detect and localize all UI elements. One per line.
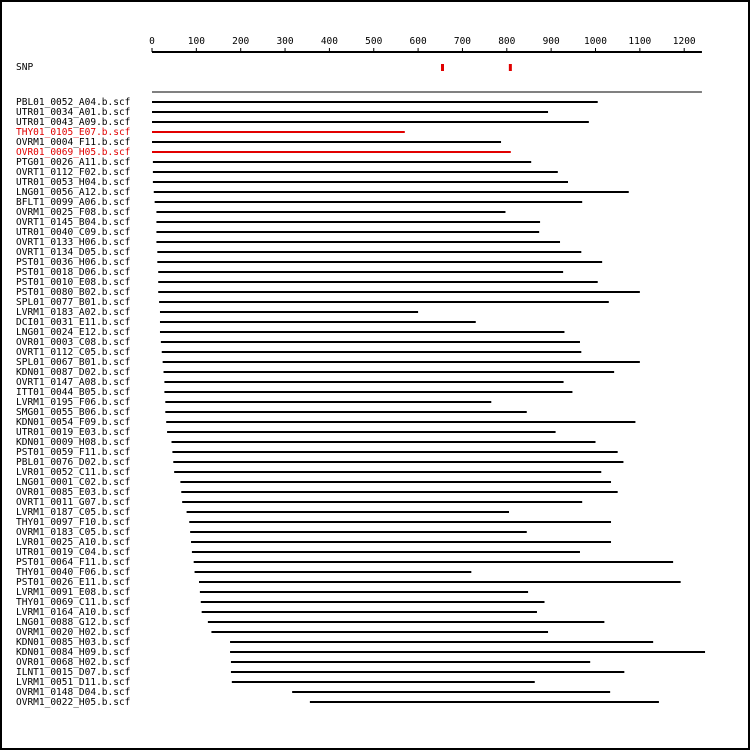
- read-name: THY01_0105_E07.b.scf: [16, 127, 131, 138]
- read-name: PST01_0036_H06.b.scf: [16, 257, 131, 268]
- snp-track: [16, 62, 512, 73]
- read-name: LVRM1_0164_A10.b.scf: [16, 607, 131, 618]
- read-name: LVRM1_0187_C05.b.scf: [16, 507, 131, 518]
- read-name: OVRT1_0147_A08.b.scf: [16, 377, 131, 388]
- read-name: LVRM1_0183_A02.b.scf: [16, 307, 131, 318]
- read-name: PST01_0059_F11.b.scf: [16, 447, 131, 458]
- read-name: LNG01_0001_C02.b.scf: [16, 477, 131, 488]
- read-name: KDN01_0087_D02.b.scf: [16, 367, 131, 378]
- reads-list: [16, 97, 705, 708]
- axis-tick-label: 300: [276, 36, 294, 47]
- read-name: PTG01_0026_A11.b.scf: [16, 157, 131, 168]
- read-name: OVRM1_0020_H02.b.scf: [16, 627, 131, 638]
- read-name: KDN01_0085_H03.b.scf: [16, 637, 131, 648]
- read-name: OVRM1_0148_D04.b.scf: [16, 687, 131, 698]
- axis-tick-label: 1000: [584, 36, 607, 47]
- axis-tick-label: 800: [498, 36, 516, 47]
- read-name: KDN01_0084_H09.b.scf: [16, 647, 131, 658]
- read-name: BFLT1_0099_A06.b.scf: [16, 197, 131, 208]
- axis-tick-label: 1200: [672, 36, 696, 47]
- read-name: OVR01_0085_E03.b.scf: [16, 487, 131, 498]
- snp-marker: [441, 64, 444, 71]
- read-name: OVRT1_0112_F02.b.scf: [16, 167, 131, 178]
- read-name: OVR01_0069_H05.b.scf: [16, 147, 131, 158]
- read-name: PBL01_0076_D02.b.scf: [16, 457, 131, 468]
- read-name: ILNT1_0015_D07.b.scf: [16, 667, 131, 678]
- read-name: PST01_0010_E08.b.scf: [16, 277, 131, 288]
- axis-tick-label: 700: [453, 36, 472, 47]
- read-name: ITT01_0044_B05.b.scf: [16, 387, 131, 398]
- read-name: OVRM1_0022_H05.b.scf: [16, 697, 131, 708]
- read-name: OVRT1_0112_C05.b.scf: [16, 347, 131, 358]
- read-name: THY01_0069_C11.b.scf: [16, 597, 131, 608]
- read-name: LVRM1_0091_E08.b.scf: [16, 587, 131, 598]
- axis-tick-label: 600: [409, 36, 427, 47]
- read-name: PST01_0064_F11.b.scf: [16, 557, 131, 568]
- read-name: SMG01_0055_B06.b.scf: [16, 407, 131, 418]
- read-name: THY01_0097_F10.b.scf: [16, 517, 131, 528]
- read-name: OVRT1_0145_B04.b.scf: [16, 217, 131, 228]
- read-name: PST01_0018_D06.b.scf: [16, 267, 131, 278]
- read-name: SPL01_0067_B01.b.scf: [16, 357, 131, 368]
- read-name: UTR01_0043_A09.b.scf: [16, 117, 131, 128]
- read-row: [16, 697, 659, 708]
- read-name: OVRT1_0011_G07.b.scf: [16, 497, 131, 508]
- read-name: OVRM1_0004_F11.b.scf: [16, 137, 131, 148]
- read-name: OVR01_0003_C08.b.scf: [16, 337, 131, 348]
- snp-label: SNP: [16, 62, 34, 73]
- axis-tick-label: 500: [365, 36, 383, 47]
- read-name: UTR01_0019_C04.b.scf: [16, 547, 131, 558]
- axis-tick-label: 900: [542, 36, 560, 47]
- read-name: PST01_0080_B02.b.scf: [16, 287, 131, 298]
- read-name: OVRT1_0134_D05.b.scf: [16, 247, 131, 258]
- read-name: OVRT1_0133_H06.b.scf: [16, 237, 131, 248]
- snp-marker: [509, 64, 512, 71]
- read-name: OVRM1_0183_C05.b.scf: [16, 527, 131, 538]
- read-name: LNG01_0056_A12.b.scf: [16, 187, 131, 198]
- axis-tick-label: 200: [232, 36, 250, 47]
- read-name: SPL01_0077_B01.b.scf: [16, 297, 131, 308]
- read-name: UTR01_0034_A01.b.scf: [16, 107, 131, 118]
- read-name: LNG01_0024_E12.b.scf: [16, 327, 131, 338]
- read-name: KDN01_0009_H08.b.scf: [16, 437, 131, 448]
- read-name: LVR01_0025_A10.b.scf: [16, 537, 131, 548]
- read-name: LVR01_0052_C11.b.scf: [16, 467, 131, 478]
- read-name: THY01_0040_F06.b.scf: [16, 567, 131, 578]
- read-name: PST01_0026_E11.b.scf: [16, 577, 131, 588]
- axis-tick-label: 400: [320, 36, 338, 47]
- axis-tick-label: 0: [149, 36, 155, 47]
- read-name: PBL01_0052_A04.b.scf: [16, 97, 131, 108]
- read-name: UTR01_0019_E03.b.scf: [16, 427, 131, 438]
- read-name: DCI01_0031_E11.b.scf: [16, 317, 131, 328]
- read-name: KDN01_0054_F09.b.scf: [16, 417, 131, 428]
- axis-tick-label: 1100: [628, 36, 652, 47]
- read-name: LVRM1_0051_D11.b.scf: [16, 677, 131, 688]
- read-name: OVR01_0068_H02.b.scf: [16, 657, 131, 668]
- read-name: UTR01_0053_H04.b.scf: [16, 177, 131, 188]
- position-axis: [149, 36, 702, 52]
- read-alignment-diagram: [2, 2, 750, 752]
- read-name: UTR01_0040_C09.b.scf: [16, 227, 131, 238]
- read-name: LVRM1_0195_F06.b.scf: [16, 397, 131, 408]
- read-name: LNG01_0088_G12.b.scf: [16, 617, 131, 628]
- read-name: OVRM1_0025_F08.b.scf: [16, 207, 131, 218]
- axis-tick-label: 100: [187, 36, 205, 47]
